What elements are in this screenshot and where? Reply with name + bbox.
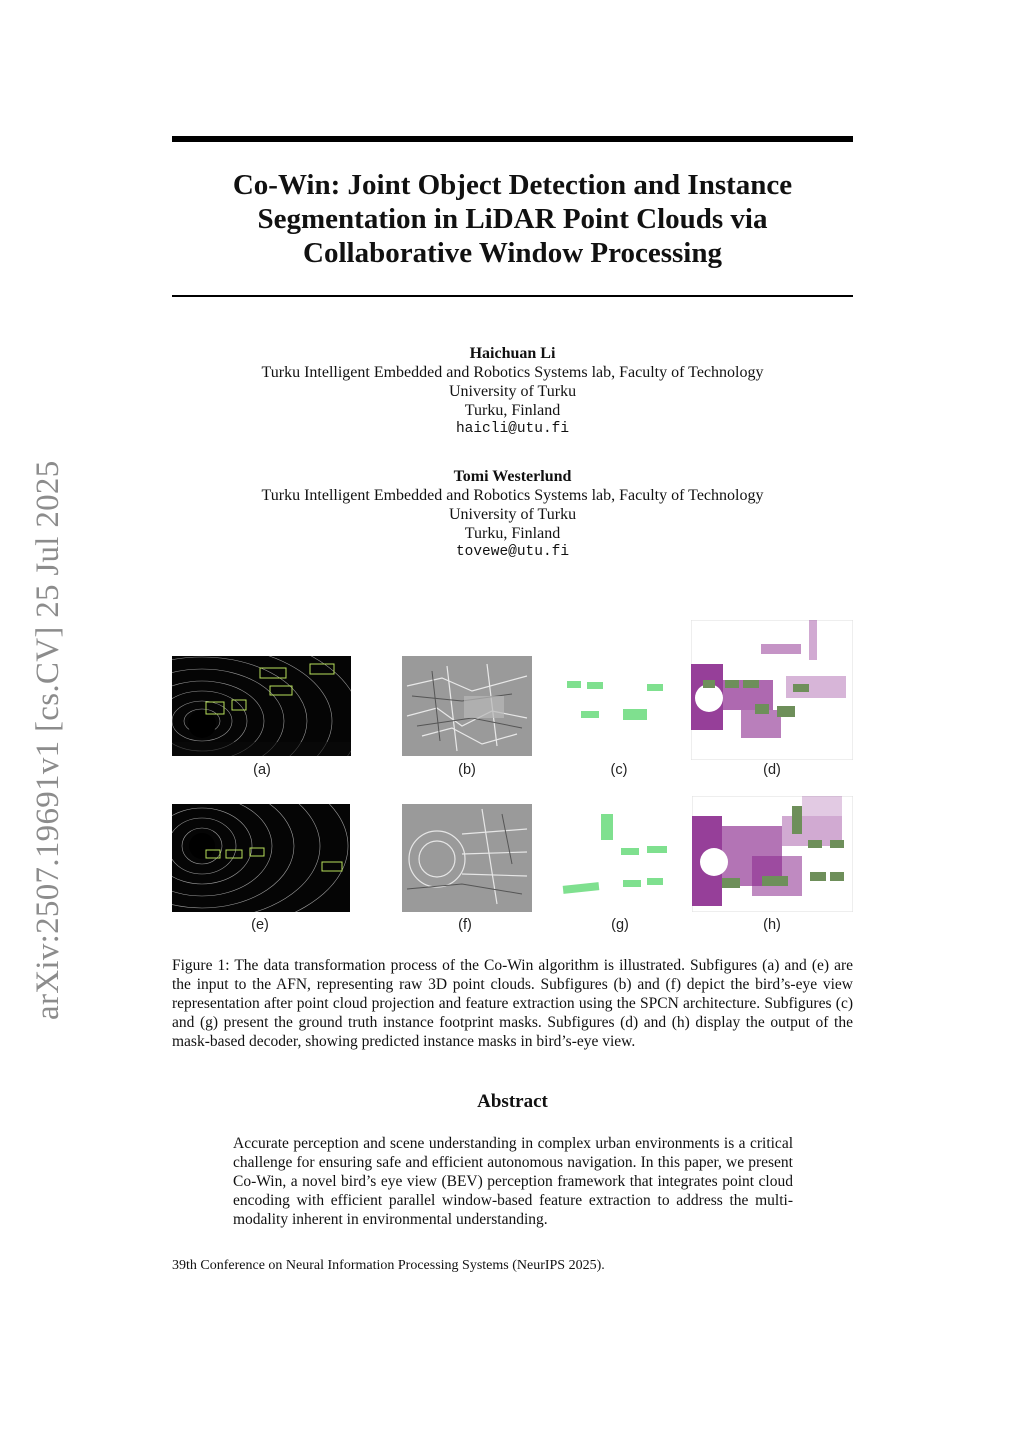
author-affiliation: Turku Intelligent Embedded and Robotics Systems lab, Faculty of Technology [261, 364, 764, 381]
abstract-text: Accurate perception and scene understanding in complex urban environments is a critical challenge for ensuring safe and efficient autonomous navigation. In this paper, we present Co-Win, a novel bird’s eye view (BEV) perception framework that integrates point cloud encoding with efficient parallel window-based feature extraction to address the multi-modality inherent in environmental understanding. [233, 1135, 793, 1228]
author-affiliation: Turku Intelligent Embedded and Robotics Systems lab, Faculty of Technology [261, 487, 764, 504]
figure-caption: Figure 1: The data transformation process of the Co-Win algorithm is illustrated. Subfigures (a) and (e) are the input to the AFN, representing raw 3D point clouds. Subfigures (b) and (f) depict the bird’s-eye view representation after point cloud projection and feature extraction using the SPCN architecture. Subfigures (c) and (g) present the ground truth instance footprint masks. Subfigures (d) and (h) display the output of the mask-based decoder, showing predicted instance masks in bird’s-eye view. [172, 957, 853, 1050]
subfigure-label-c: (c) [610, 762, 628, 778]
subfigure-c-gt-masks [553, 656, 683, 756]
arxiv-side-stamp: arXiv:2507.19691v1 [cs.CV] 25 Jul 2025 [30, 460, 66, 1020]
subfigure-label-e: (e) [251, 917, 269, 933]
conference-footer: 39th Conference on Neural Information Processing Systems (NeurIPS 2025). [172, 1258, 605, 1273]
subfigure-label-d: (d) [763, 762, 781, 778]
author-name: Tomi Westerlund [453, 468, 572, 485]
author-location: Turku, Finland [464, 402, 561, 419]
subfigure-d-predicted-masks [691, 620, 853, 760]
subfigure-label-b: (b) [458, 762, 476, 778]
subfigure-label-f: (f) [458, 917, 472, 933]
author-email[interactable]: tovewe@utu.fi [455, 544, 570, 560]
title-line: Segmentation in LiDAR Point Clouds via [257, 203, 768, 235]
subfigure-b-bev-feature [402, 656, 532, 756]
subfigure-label-h: (h) [763, 917, 781, 933]
subfigure-e-point-cloud [172, 804, 350, 912]
author-block [172, 344, 853, 439]
author-email[interactable]: haicli@utu.fi [455, 421, 570, 437]
author-block [172, 467, 853, 562]
author-name: Haichuan Li [469, 345, 556, 362]
subfigure-label-a: (a) [253, 762, 271, 778]
author-location: Turku, Finland [464, 525, 561, 542]
subfigure-g-gt-masks [553, 804, 683, 912]
author-university: University of Turku [448, 506, 577, 523]
author-university: University of Turku [448, 383, 577, 400]
title-line: Collaborative Window Processing [303, 237, 722, 269]
title-top-rule [172, 136, 853, 142]
subfigure-a-point-cloud [172, 656, 351, 756]
abstract-heading: Abstract [477, 1091, 548, 1112]
subfigure-h-predicted-masks [692, 796, 853, 912]
paper-title [172, 168, 853, 270]
subfigure-label-g: (g) [611, 917, 629, 933]
title-bottom-rule [172, 295, 853, 297]
title-line: Co-Win: Joint Object Detection and Instance [232, 169, 793, 201]
subfigure-f-bev-feature [402, 804, 532, 912]
